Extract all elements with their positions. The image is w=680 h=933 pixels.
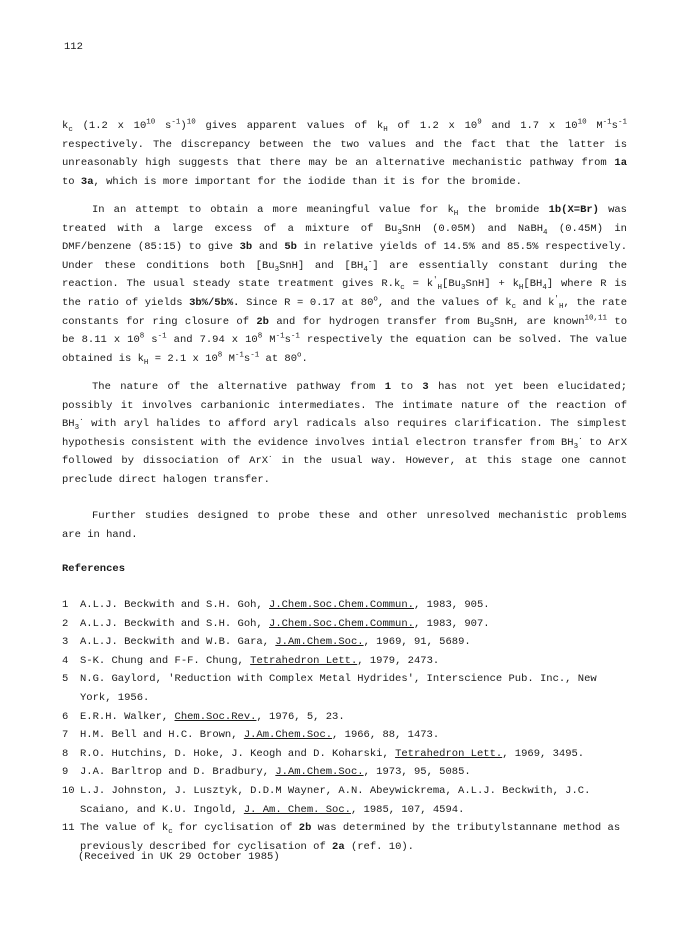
references-list — [62, 596, 627, 856]
paragraph-1: $k_c$ (1.2 x $10^{10}$ $s^{-1})^{10}$ gives apparent values of $k_H$ of 1.2 x $10^9$ and 1.7 x $10^{10}$ $M^{-1}s^{-1}$ respectively. The discrepancy between the two values and the fact that the latter is unreasonably high suggests that there may be an alternative mechanistic pathway from 1a to 3a, which is more important for the iodide than it is for the bromide. — [62, 118, 627, 188]
received-date: (Received in UK 29 October 1985) — [78, 851, 280, 863]
page-number: 112 — [64, 41, 83, 53]
reference-item: 7 H.M. Bell and H.C. Brown, J.Am.Chem.Soc., 1966, 88, 1473. — [62, 729, 440, 742]
reference-item: 9 J.A. Barltrop and D. Bradbury, J.Am.Chem.Soc., 1973, 95, 5085. — [62, 766, 471, 779]
reference-item: 4 S-K. Chung and F-F. Chung, Tetrahedron Lett., 1979, 2473. — [62, 654, 440, 667]
reference-item: 3 A.L.J. Beckwith and W.B. Gara, J.Am.Chem.Soc., 1969, 91, 5689. — [62, 636, 471, 649]
references-heading: References — [62, 563, 126, 575]
paragraph-3: The nature of the alternative pathway from 1 to 3 has not yet been elucidated; possibly it involves carbanionic intermediates. The intimate nature of the reaction of $BH_3^\cdot$ with aryl halides to afford aryl radicals also requires clarification. The simplest hypothesis consistent with the evidence involves intial electron transfer from $BH_3^\cdot$ to ArX followed by dissociation of ArX· in the usual way. However, at this stage one cannot preclude direct halogen transfer. — [62, 381, 627, 486]
reference-item: 10 L.J. Johnston, J. Lusztyk, D.D.M Wayner, A.N. Abeywickrema, A.L.J. Beckwith, J.C. Scaiano, and K.U. Ingold, J. Am. Chem. Soc., 1985, 107, 4594. — [62, 784, 591, 816]
reference-item: 1 A.L.J. Beckwith and S.H. Goh, J.Chem.Soc.Chem.Commun., 1983, 905. — [62, 599, 490, 611]
reference-item: 11 The value of $k_c$ for cyclisation of 2b was determined by the tributylstannane method as previously described for cyclisation of 2a (ref. 10). — [62, 822, 621, 853]
reference-item: 6 E.R.H. Walker, Chem.Soc.Rev., 1976, 5, 23. — [62, 710, 345, 723]
paragraph-4: Further studies designed to probe these and other unresolved mechanistic problems are in hand. — [62, 510, 627, 541]
paragraph-2: In an attempt to obtain a more meaningful value for $k_H$ the bromide 1b(X=Br) was treated with a large excess of a mixture of $Bu_3SnH$ (0.05M) and NaBH$_4$ (0.45M) in DMF/benzene (85:15) to give 3b and 5b in relative yields of 14.5% and 85.5% respectively. Under these conditions both $[Bu_3SnH]$ and $[BH_4^-]$ are essentially constant during the reaction. The usual steady state treatment gives $R.k_c = k'_H[Bu_3SnH] + k_H[BH_4]$ where R is the ratio of yields 3b%/5b%. Since R = 0.17 at 80$^o$, and the values of $k_c$ and $k'_H$, the rate constants for ring closure of 2b and for hydrogen transfer from $Bu_3SnH$, are known$^{10,11}$ to be 8.11 x $10^8$ $s^{-1}$ and 7.94 x $10^8$ $M^{-1}s^{-1}$ respectively the equation can be solved. The value obtained is $k_H = 2.1$ x $10^8$ $M^{-1}s^{-1}$ at 80$^o$. — [62, 204, 628, 367]
reference-item: 2 A.L.J. Beckwith and S.H. Goh, J.Chem.Soc.Chem.Commun., 1983, 907. — [62, 617, 490, 630]
reference-item: 5 N.G. Gaylord, 'Reduction with Complex Metal Hydrides', Interscience Pub. Inc., New York, 1956. — [62, 673, 597, 704]
reference-item: 8 R.O. Hutchins, D. Hoke, J. Keogh and D. Koharski, Tetrahedron Lett., 1969, 3495. — [62, 747, 585, 760]
